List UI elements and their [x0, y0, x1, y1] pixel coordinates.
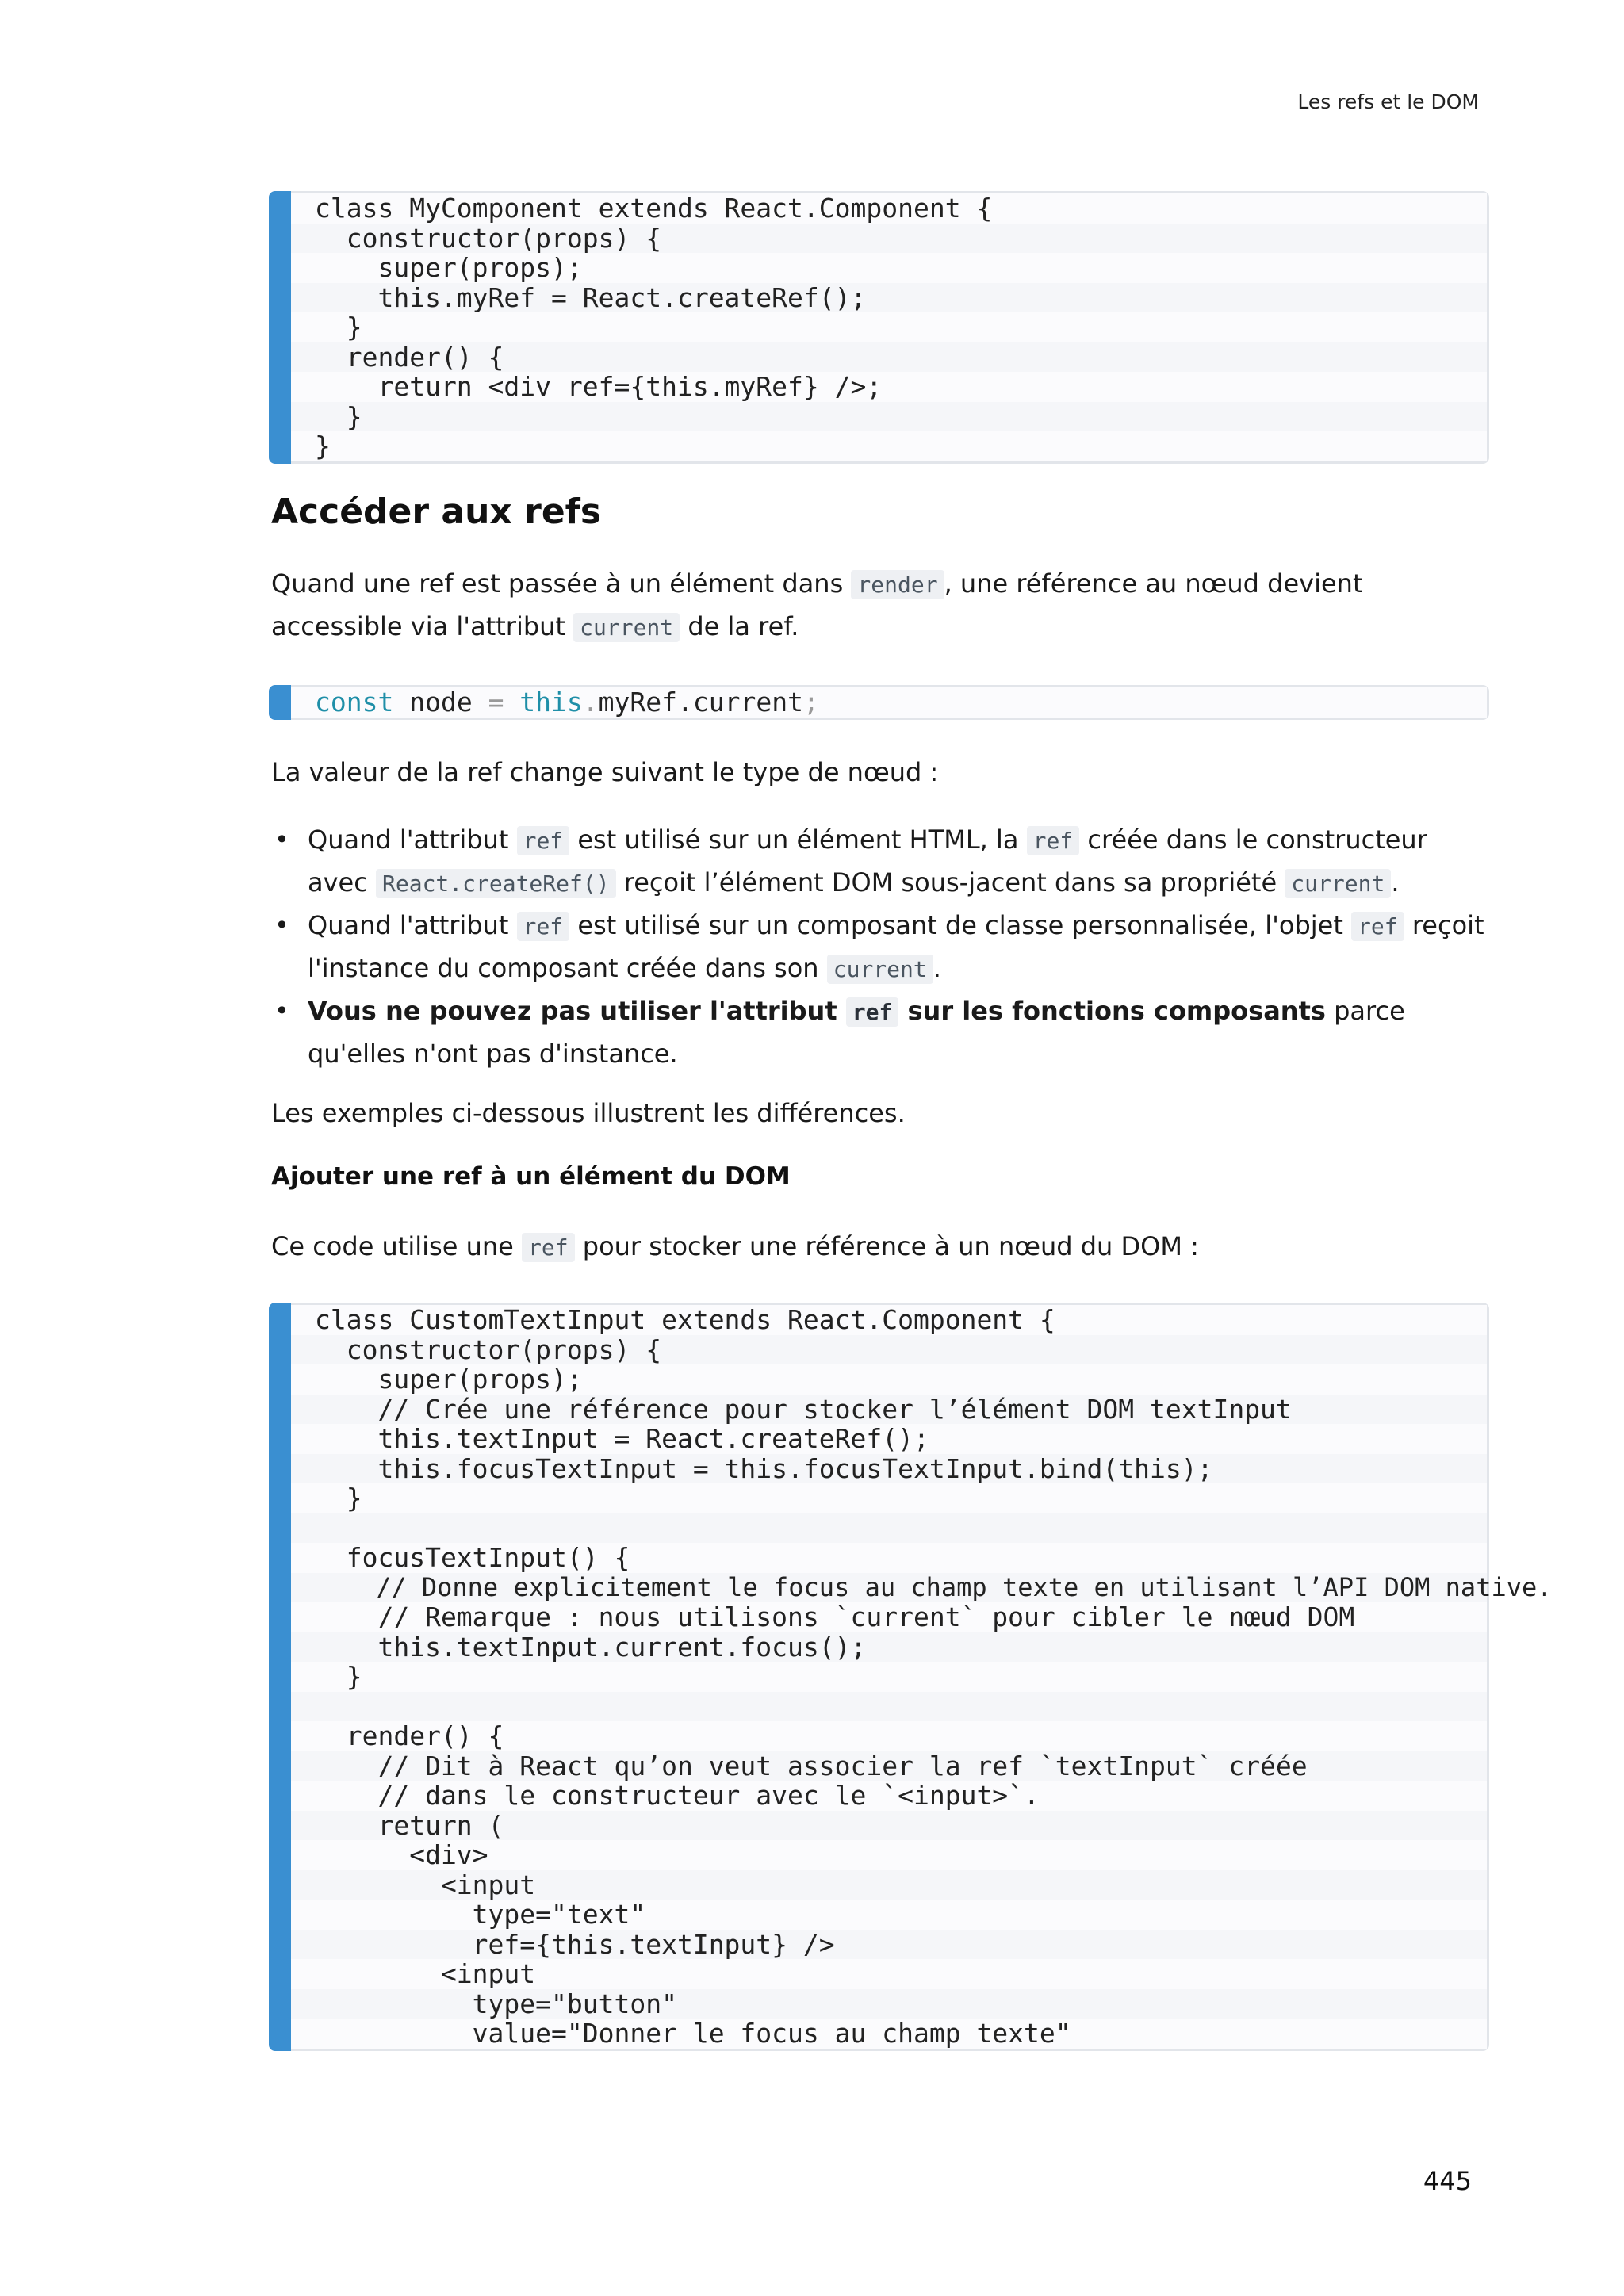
inline-code: ref [517, 826, 570, 855]
code-line: } [291, 402, 1487, 432]
text-run: , une référence au nœud devient accessible via l'attribut [271, 568, 1363, 641]
bold-text: Vous ne pouvez pas utiliser l'attribut [308, 996, 846, 1026]
list-item [271, 990, 1492, 1075]
code-line: type="button" [291, 1989, 1487, 2019]
code-line: } [291, 312, 1487, 342]
code-line: super(props); [291, 1364, 1487, 1395]
inline-code: render [851, 570, 944, 599]
text-run: parce qu'elles n'ont pas d'instance. [308, 996, 1405, 1069]
inline-code: ref [846, 997, 899, 1027]
operator-token: ; [802, 687, 819, 718]
code-line: class CustomTextInput extends React.Component { [291, 1305, 1487, 1335]
code-block-accent-bar [269, 1303, 291, 2051]
inline-code: ref [1351, 912, 1404, 941]
text-run: Quand une ref est passée à un élément dans [271, 568, 852, 599]
code-line: // Crée une référence pour stocker l’élément DOM textInput [291, 1395, 1487, 1425]
section-intro [271, 563, 1492, 649]
code-line: return ( [291, 1811, 1487, 1841]
code-line: type="text" [291, 1900, 1487, 1930]
code-line: } [291, 1662, 1487, 1692]
bullet-list [271, 819, 1492, 1075]
text-run: Ce code utilise une [271, 1231, 522, 1261]
text-run: de la ref. [680, 611, 799, 641]
inline-code: React.createRef() [376, 869, 616, 898]
code-lines [291, 1304, 1553, 2049]
list-item [271, 819, 1492, 905]
code-lines [291, 687, 1487, 718]
list-item [271, 905, 1492, 990]
page-number: 445 [1423, 2166, 1472, 2196]
code-line: this.focusTextInput = this.focusTextInput.bind(this); [291, 1454, 1487, 1484]
bold-text: sur les fonctions composants [898, 996, 1326, 1026]
code-line: render() { [291, 1721, 1487, 1751]
code-line: this.textInput.current.focus(); [291, 1632, 1487, 1663]
operator-token: = [488, 687, 504, 718]
code-line [291, 1513, 1487, 1544]
text-run: est utilisé sur un composant de classe personnalisée, l'objet [569, 910, 1352, 940]
code-line: } [291, 431, 1487, 461]
text-run: pour stocker une référence à un nœud du DOM : [574, 1231, 1199, 1261]
section-heading: Accéder aux refs [271, 492, 602, 532]
code-block-custom-text-input [269, 1303, 1553, 2051]
code-line: focusTextInput() { [291, 1543, 1487, 1573]
code-line: value="Donner le focus au champ texte" [291, 2019, 1487, 2049]
code-line: this.textInput = React.createRef(); [291, 1424, 1487, 1454]
code-line: <input [291, 1959, 1487, 1989]
code-block-create-ref [269, 191, 1489, 464]
text-run: est utilisé sur un élément HTML, la [569, 825, 1027, 855]
operator-token: . [582, 687, 599, 718]
code-line: render() { [291, 342, 1487, 373]
text-run: Quand l'attribut [308, 910, 517, 940]
code-block-accent-bar [269, 685, 291, 720]
inline-code: ref [522, 1233, 575, 1262]
text-run: Quand l'attribut [308, 825, 517, 855]
text-run: . [1391, 867, 1400, 897]
sub-intro [271, 1226, 1492, 1269]
code-line [291, 687, 1487, 718]
code-line: // Remarque : nous utilisons `current` pour cibler le nœud DOM [291, 1602, 1487, 1632]
code-line: class MyComponent extends React.Component { [291, 193, 1487, 224]
keyword-token: const [315, 687, 394, 718]
code-token: myRef.current [598, 687, 803, 718]
keyword-token: this [504, 687, 583, 718]
code-lines [291, 193, 1487, 461]
text-run: créée dans le constructeur avec [308, 825, 1427, 897]
code-block-current [269, 685, 1489, 720]
code-line [291, 1692, 1487, 1722]
running-header: Les refs et le DOM [1297, 90, 1479, 113]
inline-code: ref [1027, 826, 1080, 855]
code-line: <div> [291, 1840, 1487, 1870]
text-run: reçoit l'instance du composant créée dans son [308, 910, 1484, 983]
subheading: Ajouter une ref à un élément du DOM [271, 1162, 791, 1191]
inline-code: current [573, 613, 680, 642]
code-line: constructor(props) { [291, 1335, 1487, 1365]
code-line: // Donne explicitement le focus au champ texte en utilisant l’API DOM native. [291, 1573, 1487, 1603]
examples-intro: Les exemples ci-dessous illustrent les différences. [271, 1098, 906, 1128]
code-line: super(props); [291, 253, 1487, 283]
value-change-text: La valeur de la ref change suivant le type de nœud : [271, 757, 939, 787]
inline-code: ref [517, 912, 570, 941]
code-line: return <div ref={this.myRef} />; [291, 372, 1487, 402]
code-line: } [291, 1483, 1487, 1513]
code-line: ref={this.textInput} /> [291, 1930, 1487, 1960]
code-line: // dans le constructeur avec le `<input>`. [291, 1781, 1487, 1811]
inline-code: current [827, 955, 933, 984]
text-run: . [933, 953, 941, 983]
code-token: node [393, 687, 488, 718]
code-line: <input [291, 1870, 1487, 1900]
text-run: reçoit l’élément DOM sous-jacent dans sa propriété [615, 867, 1285, 897]
code-line: constructor(props) { [291, 224, 1487, 254]
inline-code: current [1285, 869, 1391, 898]
code-block-accent-bar [269, 191, 291, 464]
code-line: this.myRef = React.createRef(); [291, 283, 1487, 313]
code-line: // Dit à React qu’on veut associer la ref `textInput` créée [291, 1751, 1487, 1781]
